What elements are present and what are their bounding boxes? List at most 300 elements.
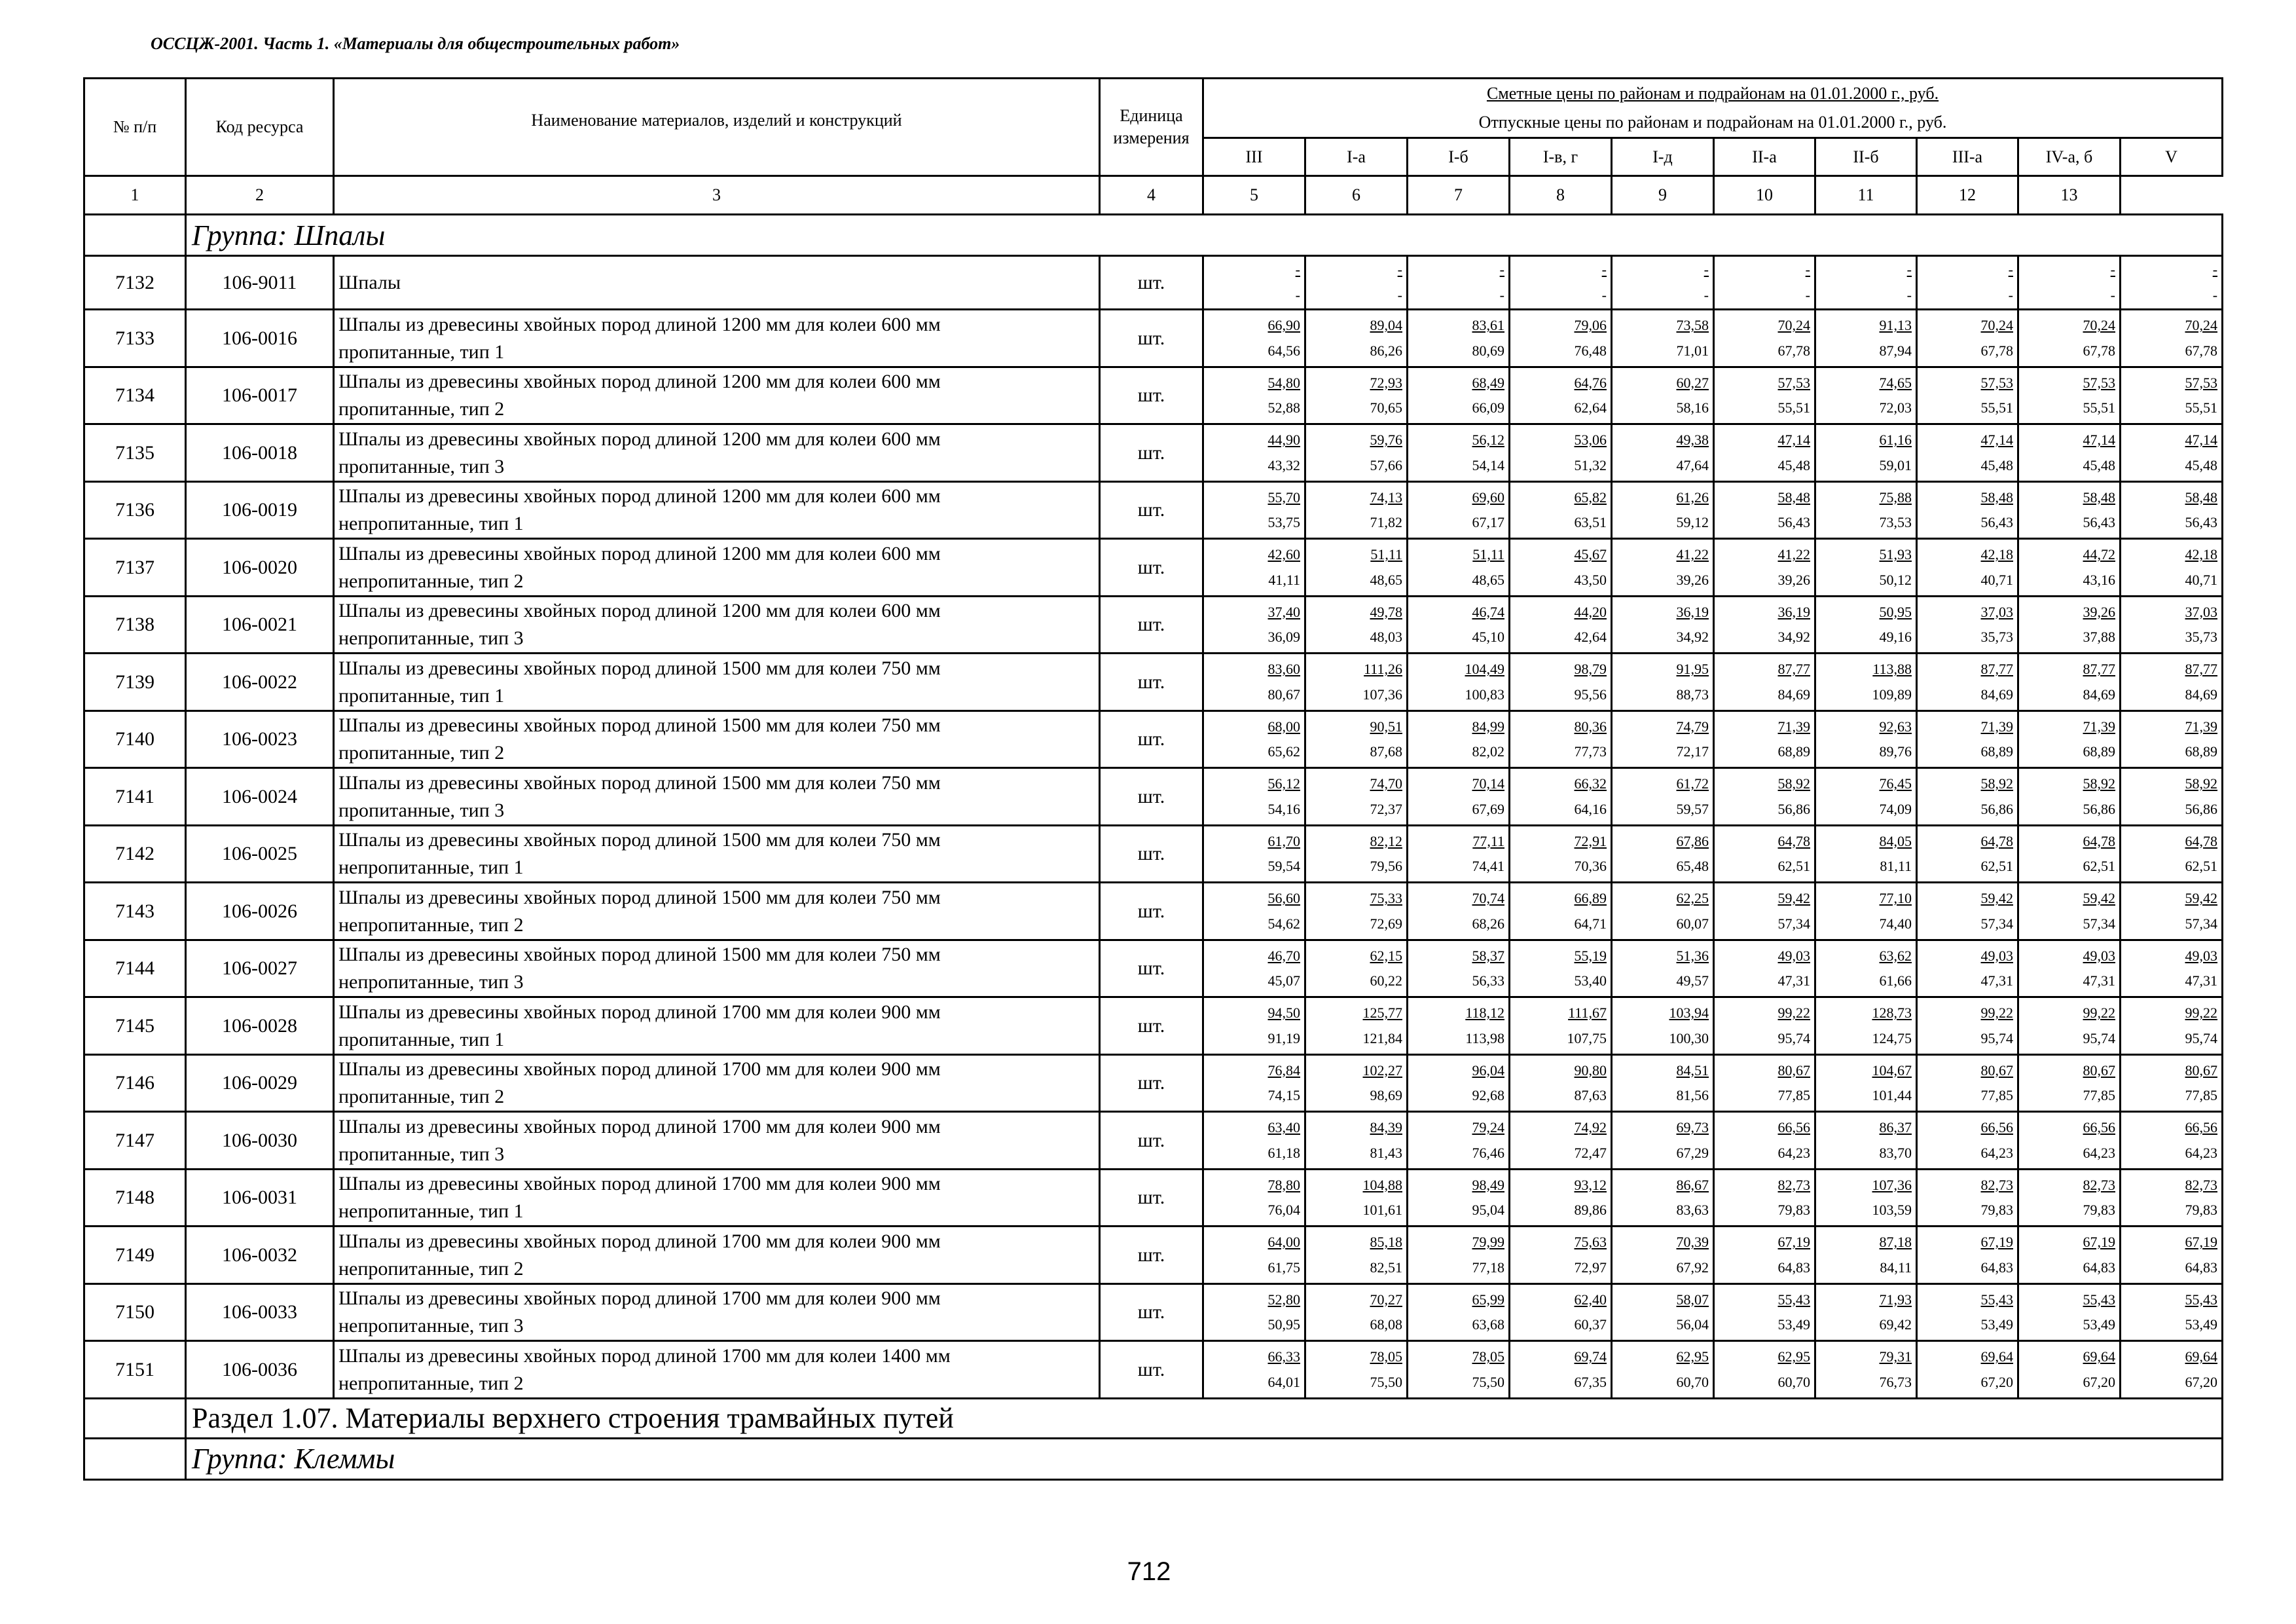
unit-of-measure: шт.: [1100, 481, 1203, 539]
group-title-sleepers: Группа: Шпалы: [186, 215, 2223, 256]
estimate-price: 66,32: [1574, 775, 1607, 792]
estimate-price: 74,70: [1370, 775, 1402, 792]
price-cell: [1714, 1169, 1815, 1227]
price-cell: [1408, 883, 1510, 940]
release-price: 81,43: [1370, 1144, 1402, 1161]
estimate-price: 104,49: [1465, 661, 1504, 678]
estimate-price: 49,78: [1370, 603, 1402, 620]
price-cell: [1408, 940, 1510, 997]
release-price: 61,18: [1267, 1144, 1300, 1161]
release-price: 76,46: [1472, 1144, 1504, 1161]
estimate-price: 51,36: [1676, 947, 1709, 964]
release-price: 67,78: [2185, 342, 2218, 359]
unit-of-measure: шт.: [1100, 710, 1203, 768]
unit-of-measure: шт.: [1100, 883, 1203, 940]
release-price: 62,51: [1777, 858, 1810, 875]
material-name: [334, 768, 1100, 826]
release-price: 56,04: [1676, 1316, 1709, 1333]
unit-of-measure: шт.: [1100, 424, 1203, 482]
price-cell: [1510, 1112, 1612, 1170]
release-price: 82,51: [1370, 1259, 1402, 1276]
price-cell: [1612, 710, 1714, 768]
estimate-price: 72,93: [1370, 374, 1402, 391]
price-cell: [1510, 883, 1612, 940]
price-cell: [1305, 1227, 1408, 1284]
estimate-price: 113,88: [1872, 661, 1912, 678]
row-number: 7137: [84, 539, 186, 597]
estimate-price: 62,15: [1370, 947, 1402, 964]
release-price: 79,56: [1370, 858, 1402, 875]
estimate-price: 42,60: [1267, 546, 1300, 563]
price-cell: [1815, 539, 1917, 597]
price-cell: [1612, 1054, 1714, 1112]
estimate-price: 79,06: [1574, 317, 1607, 334]
price-cell: [1714, 424, 1815, 482]
release-price: 77,73: [1574, 743, 1607, 760]
estimate-price: 83,61: [1472, 317, 1504, 334]
release-price: 67,92: [1676, 1259, 1709, 1276]
release-price: 70,65: [1370, 399, 1402, 416]
release-price: 59,01: [1879, 456, 1912, 473]
price-cell: [1917, 256, 2018, 310]
price-cell: [1917, 424, 2018, 482]
estimate-price: -: [2212, 261, 2218, 278]
price-cell: [2018, 825, 2121, 883]
price-cell: [1408, 1341, 1510, 1399]
material-name-line-1: Шпалы из древесины хвойных пород длиной 1200 мм для колеи 600 мм: [338, 485, 941, 507]
price-cell: [1408, 481, 1510, 539]
release-price: 67,20: [1980, 1373, 2013, 1390]
material-name: [334, 481, 1100, 539]
estimate-price: 67,86: [1676, 832, 1709, 849]
estimate-price: 58,48: [1777, 489, 1810, 506]
material-name-line-2: пропитанные, тип 2: [338, 398, 505, 420]
release-price: 82,02: [1472, 743, 1504, 760]
estimate-price: 51,11: [1472, 546, 1504, 563]
resource-code: 106-0028: [186, 997, 334, 1055]
estimate-price: 58,48: [2185, 489, 2218, 506]
estimate-price: 49,38: [1676, 432, 1709, 449]
estimate-price: 70,24: [2083, 317, 2115, 334]
price-cell: [1917, 1283, 2018, 1341]
unit-of-measure: шт.: [1100, 367, 1203, 424]
table-row: [84, 539, 2223, 597]
estimate-price: -: [2110, 261, 2115, 278]
release-price: 64,23: [1980, 1144, 2013, 1161]
release-price: 68,89: [1980, 743, 2013, 760]
price-cell: [2018, 1054, 2121, 1112]
price-cell: [1305, 1169, 1408, 1227]
release-price: 41,11: [1268, 571, 1300, 588]
resource-code: 106-0027: [186, 940, 334, 997]
price-cell: [2121, 1169, 2223, 1227]
estimate-price: 57,53: [2185, 374, 2218, 391]
release-price: 37,88: [2083, 629, 2115, 646]
estimate-price: 98,49: [1472, 1176, 1504, 1193]
material-name: [334, 825, 1100, 883]
material-name-line-1: Шпалы из древесины хвойных пород длиной 1500 мм для колеи 750 мм: [338, 944, 941, 966]
release-price: 79,83: [1980, 1202, 2013, 1219]
price-cell: [1917, 825, 2018, 883]
resource-code: 106-0025: [186, 825, 334, 883]
material-name-line-2: пропитанные, тип 3: [338, 455, 505, 477]
price-cell: [1815, 1054, 1917, 1112]
estimate-price: 70,24: [2185, 317, 2218, 334]
release-price: 55,51: [1980, 399, 2013, 416]
price-cell: [1714, 768, 1815, 826]
price-cell: [2121, 997, 2223, 1055]
material-name: [334, 1112, 1100, 1170]
release-price: 87,63: [1574, 1087, 1607, 1104]
release-price: 64,83: [2083, 1259, 2115, 1276]
estimate-price: 84,39: [1370, 1119, 1402, 1136]
price-cell: [1815, 940, 1917, 997]
estimate-price: 66,90: [1267, 317, 1300, 334]
release-price: 67,35: [1574, 1373, 1607, 1390]
estimate-price: 103,94: [1669, 1005, 1709, 1022]
table-row: [84, 1283, 2223, 1341]
column-number: 11: [1815, 176, 1917, 215]
estimate-price: 52,80: [1267, 1291, 1300, 1308]
table-row: [84, 367, 2223, 424]
estimate-price: 70,39: [1676, 1234, 1709, 1251]
release-price: 53,49: [1777, 1316, 1810, 1333]
release-price: 70,36: [1574, 858, 1607, 875]
unit-of-measure: шт.: [1100, 1054, 1203, 1112]
material-name-line-2: пропитанные, тип 1: [338, 341, 505, 363]
price-cell: [2121, 1054, 2223, 1112]
price-cell: [1815, 424, 1917, 482]
release-price: 91,19: [1267, 1029, 1300, 1046]
price-cell: [1203, 256, 1305, 310]
estimate-price: 55,70: [1267, 489, 1300, 506]
row-number: 7132: [84, 256, 186, 310]
release-price: 83,70: [1879, 1144, 1912, 1161]
estimate-price: 58,92: [2185, 775, 2218, 792]
price-cell: [1203, 367, 1305, 424]
estimate-price: 73,58: [1676, 317, 1709, 334]
release-price: 62,51: [2083, 858, 2115, 875]
price-cell: [2018, 596, 2121, 654]
price-cell: [1917, 481, 2018, 539]
release-price: 57,34: [1980, 915, 2013, 932]
estimate-price: 111,26: [1364, 661, 1402, 678]
estimate-price: 58,92: [1980, 775, 2013, 792]
price-cell: [1203, 710, 1305, 768]
price-cell: [1408, 825, 1510, 883]
estimate-price: 51,93: [1879, 546, 1912, 563]
release-price: 79,83: [2083, 1202, 2115, 1219]
price-cell: [1408, 1169, 1510, 1227]
section-num-blank: [84, 1398, 186, 1438]
row-number: 7133: [84, 310, 186, 367]
price-cell: [1917, 1341, 2018, 1399]
price-cell: [1510, 1341, 1612, 1399]
release-price: 47,31: [2083, 972, 2115, 989]
column-number: 4: [1100, 176, 1203, 215]
price-cell: [1815, 596, 1917, 654]
table-row: [84, 481, 2223, 539]
group-title-clamps: Группа: Клеммы: [186, 1438, 2223, 1479]
release-price: 80,69: [1472, 342, 1504, 359]
material-name-line-2: пропитанные, тип 3: [338, 799, 505, 821]
row-number: 7135: [84, 424, 186, 482]
material-name-line-2: непропитанные, тип 3: [338, 1315, 524, 1337]
row-number: 7145: [84, 997, 186, 1055]
release-price: 68,89: [1777, 743, 1810, 760]
material-name-line-1: Шпалы из древесины хвойных пород длиной 1500 мм для колеи 750 мм: [338, 657, 941, 679]
price-cell: [1714, 1227, 1815, 1284]
header-code: Код ресурса: [186, 79, 334, 176]
estimate-price: 69,74: [1574, 1348, 1607, 1365]
material-name-line-2: пропитанные, тип 2: [338, 1086, 505, 1108]
price-cell: [1917, 997, 2018, 1055]
material-name: [334, 310, 1100, 367]
release-price: 68,89: [2185, 743, 2218, 760]
material-name-line-1: Шпалы из древесины хвойных пород длиной 1700 мм для колеи 1400 мм: [338, 1344, 951, 1367]
release-price: 74,41: [1472, 858, 1504, 875]
price-cell: [1510, 367, 1612, 424]
price-cell: [1408, 596, 1510, 654]
estimate-price: 74,92: [1574, 1119, 1607, 1136]
price-cell: [1408, 1283, 1510, 1341]
release-price: 76,73: [1879, 1373, 1912, 1390]
estimate-price: 67,19: [1980, 1234, 2013, 1251]
estimate-price: 64,78: [1980, 832, 2013, 849]
estimate-price: -: [1601, 261, 1607, 278]
estimate-price: 63,62: [1879, 947, 1912, 964]
estimate-price: -: [1397, 261, 1402, 278]
price-cell: [1815, 1283, 1917, 1341]
row-number: 7138: [84, 596, 186, 654]
estimate-price: 94,50: [1267, 1005, 1300, 1022]
estimate-price: 51,11: [1370, 546, 1402, 563]
estimate-price: 66,56: [2083, 1119, 2115, 1136]
material-name: [334, 539, 1100, 597]
estimate-price: 57,53: [1777, 374, 1810, 391]
estimate-price: 79,99: [1472, 1234, 1504, 1251]
estimate-price: 68,49: [1472, 374, 1504, 391]
estimate-price: 55,19: [1574, 947, 1607, 964]
price-cell: [1510, 1169, 1612, 1227]
release-price: 75,50: [1472, 1373, 1504, 1390]
column-number: 3: [334, 176, 1100, 215]
estimate-price: 75,88: [1879, 489, 1912, 506]
estimate-price: 57,53: [2083, 374, 2115, 391]
price-cell: [1815, 710, 1917, 768]
estimate-price: 80,67: [1980, 1061, 2013, 1079]
price-cell: [2018, 1112, 2121, 1170]
estimate-price: 53,06: [1574, 432, 1607, 449]
unit-of-measure: шт.: [1100, 997, 1203, 1055]
release-price: 121,84: [1362, 1029, 1402, 1046]
price-cell: [1612, 825, 1714, 883]
material-name: [334, 1054, 1100, 1112]
group-num-blank: [84, 215, 186, 256]
estimate-price: 78,05: [1472, 1348, 1504, 1365]
estimate-price: 60,27: [1676, 374, 1709, 391]
table-row: [84, 883, 2223, 940]
estimate-price: 90,51: [1370, 718, 1402, 735]
release-price: 67,69: [1472, 800, 1504, 817]
price-cell: [1305, 367, 1408, 424]
estimate-price: 80,67: [2083, 1061, 2115, 1079]
estimate-price: 66,56: [2185, 1119, 2218, 1136]
column-number: 12: [1917, 176, 2018, 215]
price-cell: [2018, 310, 2121, 367]
release-price: 95,74: [1777, 1029, 1810, 1046]
price-cell: [2018, 481, 2121, 539]
price-cell: [1612, 1169, 1714, 1227]
release-price: 95,74: [2083, 1029, 2115, 1046]
estimate-price: 72,91: [1574, 832, 1607, 849]
price-cell: [2121, 825, 2223, 883]
material-name: [334, 256, 1100, 310]
material-name-line-2: пропитанные, тип 1: [338, 684, 505, 707]
price-cell: [1305, 424, 1408, 482]
price-cell: [2121, 883, 2223, 940]
release-price: 40,71: [2185, 571, 2218, 588]
release-price: 39,26: [1777, 571, 1810, 588]
estimate-price: 111,67: [1568, 1005, 1607, 1022]
release-price: 64,71: [1574, 915, 1607, 932]
estimate-price: 69,73: [1676, 1119, 1709, 1136]
column-number: 8: [1510, 176, 1612, 215]
estimate-price: 91,95: [1676, 661, 1709, 678]
region-header: II-б: [1815, 138, 1917, 176]
price-cell: [2018, 1283, 2121, 1341]
release-price: 66,09: [1472, 399, 1504, 416]
material-name-line-2: пропитанные, тип 3: [338, 1143, 505, 1165]
price-cell: [1510, 481, 1612, 539]
release-price: 64,83: [2185, 1259, 2218, 1276]
row-number: 7149: [84, 1227, 186, 1284]
price-cell: [1917, 710, 2018, 768]
estimate-price: 74,13: [1370, 489, 1402, 506]
estimate-price: 99,22: [1777, 1005, 1810, 1022]
estimate-price: 75,63: [1574, 1234, 1607, 1251]
estimate-price: 57,53: [1980, 374, 2013, 391]
estimate-price: 78,80: [1267, 1176, 1300, 1193]
material-name: [334, 710, 1100, 768]
price-cell: [1510, 310, 1612, 367]
price-cell: [1612, 367, 1714, 424]
release-price: 83,63: [1676, 1202, 1709, 1219]
price-cell: [1714, 1283, 1815, 1341]
price-cell: [1510, 1054, 1612, 1112]
price-cell: [2121, 539, 2223, 597]
price-cell: [1714, 481, 1815, 539]
material-name: [334, 1341, 1100, 1399]
price-cell: [1408, 654, 1510, 711]
price-cell: [1612, 940, 1714, 997]
estimate-price: 45,67: [1574, 546, 1607, 563]
estimate-price: 70,24: [1777, 317, 1810, 334]
estimate-price: 49,03: [2083, 947, 2115, 964]
running-head: ОССЦЖ-2001. Часть 1. «Материалы для общестроительных работ»: [151, 34, 680, 53]
estimate-price: 99,22: [2083, 1005, 2115, 1022]
estimate-price: 47,14: [2083, 432, 2115, 449]
price-cell: [2121, 424, 2223, 482]
price-cell: [1714, 310, 1815, 367]
table-row: [84, 654, 2223, 711]
estimate-price: 128,73: [1872, 1005, 1912, 1022]
price-cell: [1815, 1112, 1917, 1170]
estimate-price: 102,27: [1362, 1061, 1402, 1079]
release-price: 75,50: [1370, 1373, 1402, 1390]
estimate-price: 62,25: [1676, 890, 1709, 907]
release-price: 60,70: [1676, 1373, 1709, 1390]
price-cell: [1510, 596, 1612, 654]
price-cell: [1714, 367, 1815, 424]
estimate-price: 61,26: [1676, 489, 1709, 506]
estimate-price: 77,10: [1879, 890, 1912, 907]
row-number: 7139: [84, 654, 186, 711]
estimate-price: -: [1499, 261, 1504, 278]
price-cell: [2018, 940, 2121, 997]
release-price: 60,22: [1370, 972, 1402, 989]
estimate-price: -: [1906, 261, 1912, 278]
estimate-price: 90,80: [1574, 1061, 1607, 1079]
unit-of-measure: шт.: [1100, 1341, 1203, 1399]
estimate-price: 55,43: [1777, 1291, 1810, 1308]
table-row: [84, 256, 2223, 310]
release-price: 67,20: [2185, 1373, 2218, 1390]
release-price: 124,75: [1872, 1029, 1912, 1046]
release-price: 64,23: [2083, 1144, 2115, 1161]
price-cell: [2018, 539, 2121, 597]
release-price: 59,57: [1676, 800, 1709, 817]
price-cell: [1203, 1169, 1305, 1227]
resource-code: 106-0036: [186, 1341, 334, 1399]
price-cell: [1714, 596, 1815, 654]
release-price: 60,37: [1574, 1316, 1607, 1333]
estimate-price: 36,19: [1676, 603, 1709, 620]
price-cell: [1510, 997, 1612, 1055]
estimate-price: 58,92: [2083, 775, 2115, 792]
region-header: III-а: [1917, 138, 2018, 176]
material-name-line-1: Шпалы из древесины хвойных пород длиной 1200 мм для колеи 600 мм: [338, 428, 941, 450]
release-price: 56,86: [1777, 800, 1810, 817]
group-clamps-num-blank: [84, 1438, 186, 1479]
price-cell: [1917, 883, 2018, 940]
row-number: 7136: [84, 481, 186, 539]
price-cell: [1203, 1341, 1305, 1399]
region-header: II-а: [1714, 138, 1815, 176]
estimate-price: 87,77: [2083, 661, 2115, 678]
price-cell: [2121, 768, 2223, 826]
price-cell: [1510, 768, 1612, 826]
release-price: 58,16: [1676, 399, 1709, 416]
price-cell: [1510, 539, 1612, 597]
price-cell: [1305, 825, 1408, 883]
release-price: 101,61: [1362, 1202, 1402, 1219]
price-cell: [1612, 310, 1714, 367]
estimate-price: 69,60: [1472, 489, 1504, 506]
release-price: 79,83: [1777, 1202, 1810, 1219]
release-price: 56,86: [2083, 800, 2115, 817]
price-title-release: Отпускные цены по районам и подрайонам на 01.01.2000 г., руб.: [1478, 113, 1947, 132]
material-name-line-2: непропитанные, тип 3: [338, 627, 524, 650]
price-cell: [1203, 825, 1305, 883]
release-price: 107,75: [1567, 1029, 1607, 1046]
release-price: 77,85: [2083, 1087, 2115, 1104]
region-header: V: [2121, 138, 2223, 176]
estimate-price: 62,95: [1777, 1348, 1810, 1365]
estimate-price: 37,03: [2185, 603, 2218, 620]
resource-code: 106-0030: [186, 1112, 334, 1170]
estimate-price: 82,73: [2185, 1176, 2218, 1193]
